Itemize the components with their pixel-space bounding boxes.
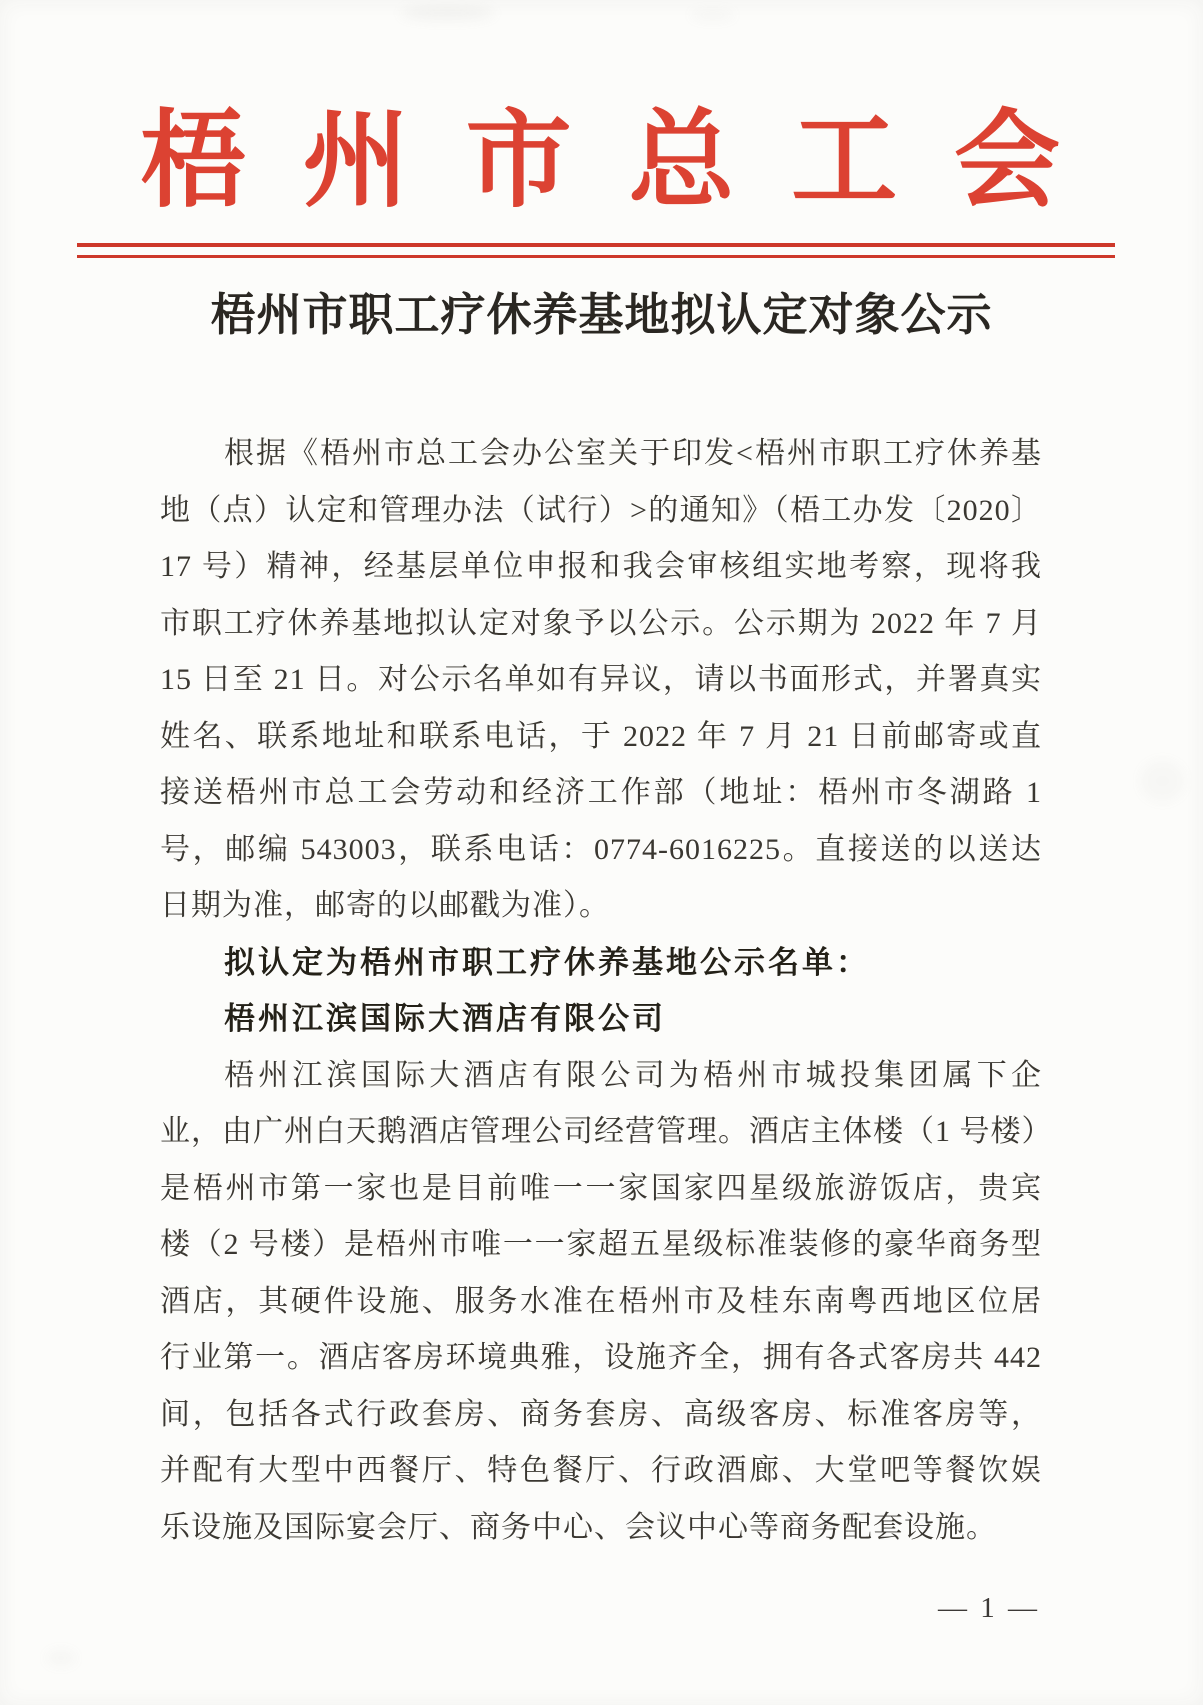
document-title: 梧州市职工疗休养基地拟认定对象公示 <box>210 290 993 340</box>
body-text <box>160 426 1053 1556</box>
body-line: 间，包括各式行政套房、商务套房、高级客房、标准客房等， <box>160 1397 1042 1431</box>
page-number: — 1 — <box>938 1592 1040 1624</box>
org-title-char: 州 <box>302 103 409 220</box>
scan-artifact <box>1140 760 1185 802</box>
org-title <box>140 103 1060 220</box>
body-line: 17 号）精神，经基层单位申报和我会审核组实地考察，现将我 <box>160 550 1042 583</box>
body-line: 酒店，其硬件设施、服务水准在梧州市及桂东南粤西地区位居 <box>160 1284 1042 1318</box>
body-line: 并配有大型中西餐厅、特色餐厅、行政酒廊、大堂吧等餐饮娱 <box>160 1454 1042 1487</box>
body-line: 业，由广州白天鹅酒店管理公司经营管理。酒店主体楼（1 号楼） <box>160 1115 1053 1148</box>
body-line: 15 日至 21 日。对公示名单如有异议，请以书面形式，并署真实 <box>160 663 1042 696</box>
org-title-char: 梧 <box>140 103 246 220</box>
body-line: 拟认定为梧州市职工疗休养基地公示名单： <box>224 944 870 980</box>
body-line: 行业第一。酒店客房环境典雅，设施齐全，拥有各式客房共 442 <box>160 1341 1042 1374</box>
body-line: 是梧州市第一家也是目前唯一一家国家四星级旅游饭店，贵宾 <box>160 1171 1042 1205</box>
body-line: 乐设施及国际宴会厅、商务中心、会议中心等商务配套设施。 <box>160 1510 997 1544</box>
body-line: 地（点）认定和管理办法（试行）>的通知》（梧工办发〔2020〕 <box>160 493 1042 527</box>
red-separator-line-bottom <box>77 255 1115 258</box>
body-line: 梧州江滨国际大酒店有限公司 <box>224 1001 666 1036</box>
org-title-char: 工 <box>791 103 898 220</box>
body-line: 接送梧州市总工会劳动和经济工作部（地址：梧州市冬湖路 1 <box>160 776 1042 809</box>
body-line: 日期为准，邮寄的以邮戳为准）。 <box>160 889 610 922</box>
body-line: 根据《梧州市总工会办公室关于印发<梧州市职工疗休养基 <box>224 437 1042 470</box>
body-line: 姓名、联系地址和联系电话，于 2022 年 7 月 21 日前邮寄或直 <box>160 719 1042 753</box>
scan-artifact <box>46 1650 76 1666</box>
org-title-char: 市 <box>465 103 572 220</box>
body-line: 市职工疗休养基地拟认定对象予以公示。公示期为 2022 年 7 月 <box>160 606 1042 640</box>
body-line: 梧州江滨国际大酒店有限公司为梧州市城投集团属下企 <box>224 1058 1042 1092</box>
body-line: 楼（2 号楼）是梧州市唯一一家超五星级标准装修的豪华商务型 <box>160 1228 1042 1261</box>
org-title-char: 会 <box>953 103 1060 220</box>
scan-artifact <box>400 6 495 20</box>
body-line: 号，邮编 543003，联系电话：0774-6016225。直接送的以送达 <box>160 832 1042 866</box>
scan-artifact <box>690 10 735 20</box>
org-title-char: 总 <box>628 103 735 220</box>
red-separator-line-top <box>77 243 1115 247</box>
